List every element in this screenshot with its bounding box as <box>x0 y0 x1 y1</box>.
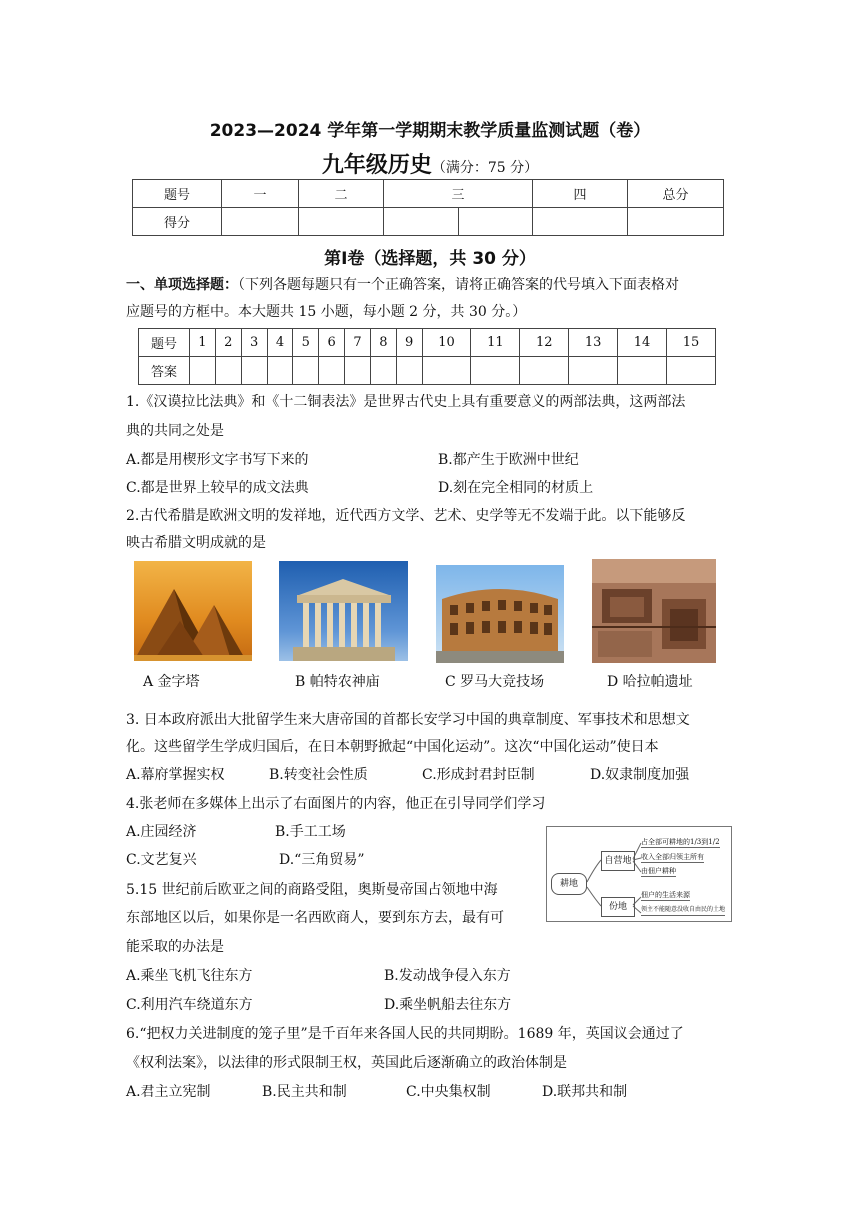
question-number: 9 <box>396 329 422 357</box>
question-number: 7 <box>345 329 371 357</box>
answer-cell[interactable] <box>520 357 569 385</box>
instruction-line-1 <box>126 275 679 295</box>
q1-option-c: C.都是世界上较早的成文法典 <box>126 480 309 496</box>
answer-row <box>139 357 716 385</box>
answer-cell[interactable] <box>422 357 471 385</box>
subject-line <box>0 148 860 179</box>
score-row-label: 得分 <box>133 208 222 236</box>
q2-stem-line-2: 映古希腊文明成就的是 <box>126 535 266 551</box>
q4-option-a: A.庄园经济 <box>126 824 197 840</box>
score-cell: 一 <box>222 180 299 208</box>
q5-stem-line-2: 东部地区以后，如果你是一名西欧商人，要到东方去，最有可 <box>126 910 504 926</box>
harappa-photo <box>592 559 716 663</box>
q1-stem-line-2: 典的共同之处是 <box>126 423 224 439</box>
question-number: 6 <box>319 329 345 357</box>
answer-cell[interactable] <box>569 357 618 385</box>
answer-label: 答案 <box>139 357 190 385</box>
answer-cell[interactable] <box>666 357 715 385</box>
score-input-cell[interactable] <box>533 208 628 236</box>
q2-caption-d: D 哈拉帕遗址 <box>607 674 693 690</box>
diagram-text: 占全部可耕地的1/3到1/2 <box>641 838 720 846</box>
q6-stem-line-2: 《权利法案》，以法律的形式限制王权，英国此后逐渐确立的政治体制是 <box>126 1055 567 1071</box>
q4-option-c: C.文艺复兴 <box>126 852 197 868</box>
question-number: 13 <box>569 329 618 357</box>
score-cell: 二 <box>299 180 384 208</box>
q6-option-b: B.民主共和制 <box>262 1084 347 1100</box>
answer-number-row <box>139 329 716 357</box>
question-number: 11 <box>471 329 520 357</box>
score-input-cell[interactable] <box>628 208 724 236</box>
answer-cell[interactable] <box>215 357 241 385</box>
q4-stem: 4.张老师在多媒体上出示了右面图片的内容，他正在引导同学们学习 <box>126 796 546 812</box>
score-input-cell[interactable] <box>299 208 384 236</box>
q1-option-d: D.刻在完全相同的材质上 <box>438 480 594 496</box>
q3-option-b: B.转变社会性质 <box>269 767 368 783</box>
pyramids-photo <box>134 561 252 661</box>
q1-option-b: B.都产生于欧洲中世纪 <box>438 452 579 468</box>
diagram-root: 耕地 <box>551 873 587 895</box>
question-number: 5 <box>293 329 319 357</box>
q5-stem-line-3: 能采取的办法是 <box>126 939 224 955</box>
q3-stem-line-2: 化。这些留学生学成归国后，在日本朝野掀起“中国化运动”。这次“中国化运动”使日本 <box>126 739 659 755</box>
q5-stem-line-1: 5.15 世纪前后欧亚之间的商路受阻，奥斯曼帝国占领地中海 <box>126 882 498 898</box>
q2-caption-c: C 罗马大竞技场 <box>445 674 545 690</box>
answer-cell[interactable] <box>370 357 396 385</box>
exam-title: 2023—2024 学年第一学期期末教学质量监测试题（卷） <box>209 121 651 141</box>
q6-option-d: D.联邦共和制 <box>542 1084 628 1100</box>
diagram-node-demesne: 自营地 <box>601 851 635 871</box>
score-table <box>132 179 724 236</box>
q1-stem-line-1: 1.《汉谟拉比法典》和《十二铜表法》是世界古代史上具有重要意义的两部法典，这两部法 <box>126 394 686 410</box>
answer-cell[interactable] <box>190 357 216 385</box>
q5-option-b: B.发动战争侵入东方 <box>384 968 511 984</box>
score-table-header-row <box>133 180 724 208</box>
answer-cell[interactable] <box>319 357 345 385</box>
q3-stem-line-1: 3. 日本政府派出大批留学生来大唐帝国的首都长安学习中国的典章制度、军事技术和思想文 <box>126 712 690 728</box>
q6-option-a: A.君主立宪制 <box>126 1084 211 1100</box>
pyramids-illustration <box>134 561 252 661</box>
score-cell: 四 <box>533 180 628 208</box>
q3-option-a: A.幕府掌握实权 <box>126 767 225 783</box>
answer-cell[interactable] <box>241 357 267 385</box>
colosseum-illustration <box>436 565 564 663</box>
score-cell: 三 <box>384 180 533 208</box>
answer-cell[interactable] <box>267 357 293 385</box>
diagram-node-tenancy: 份地 <box>601 897 635 917</box>
question-number: 3 <box>241 329 267 357</box>
q2-caption-b: B 帕特农神庙 <box>295 674 380 690</box>
q5-option-c: C.利用汽车绕道东方 <box>126 997 253 1013</box>
question-number: 4 <box>267 329 293 357</box>
q6-option-c: C.中央集权制 <box>406 1084 491 1100</box>
manor-diagram <box>546 826 732 922</box>
score-cell: 总分 <box>628 180 724 208</box>
score-input-cell[interactable] <box>222 208 299 236</box>
question-number: 12 <box>520 329 569 357</box>
score-table-row <box>133 208 724 236</box>
section-title: 第Ⅰ卷（选择题，共 30 分） <box>324 249 536 269</box>
diagram-text: 领主不能随意没收自由民的土地 <box>641 905 725 916</box>
colosseum-photo <box>436 565 564 663</box>
question-number: 2 <box>215 329 241 357</box>
q1-option-a: A.都是用楔形文字书写下来的 <box>126 452 309 468</box>
question-number: 1 <box>190 329 216 357</box>
parthenon-illustration <box>279 561 408 661</box>
answer-cell[interactable] <box>471 357 520 385</box>
q3-option-d: D.奴隶制度加强 <box>590 767 690 783</box>
answer-cell[interactable] <box>293 357 319 385</box>
q2-stem-line-1: 2.古代希腊是欧洲文明的发祥地，近代西方文学、艺术、史学等无不发端于此。以下能够反 <box>126 508 686 524</box>
q3-option-c: C.形成封君封臣制 <box>422 767 535 783</box>
q4-option-b: B.手工工场 <box>275 824 346 840</box>
instruction-text: （下列各题每题只有一个正确答案，请将正确答案的代号填入下面表格对 <box>238 277 679 293</box>
q5-option-d: D.乘坐帆船去往东方 <box>384 997 512 1013</box>
diagram-text: 收入全部归领主所有 <box>641 853 704 861</box>
answer-table <box>138 328 716 385</box>
subject-title: 九年级历史 <box>321 153 432 178</box>
harappa-illustration <box>592 559 716 663</box>
question-number: 8 <box>370 329 396 357</box>
diagram-text: 由佃户耕种 <box>641 867 676 875</box>
answer-cell[interactable] <box>345 357 371 385</box>
parthenon-photo <box>279 561 408 661</box>
diagram-text: 佃户的生活来源 <box>641 891 690 899</box>
score-input-cell[interactable] <box>384 208 533 236</box>
q6-stem-line-1: 6.“把权力关进制度的笼子里”是千百年来各国人民的共同期盼。1689 年，英国议会通过了 <box>126 1026 684 1042</box>
answer-label: 题号 <box>139 329 190 357</box>
q4-option-d: D.“三角贸易” <box>279 852 365 868</box>
q5-option-a: A.乘坐飞机飞往东方 <box>126 968 253 984</box>
question-number: 15 <box>666 329 715 357</box>
question-number: 14 <box>618 329 667 357</box>
answer-cell[interactable] <box>618 357 667 385</box>
score-note: （满分：75 分） <box>431 160 539 176</box>
instruction-line-2: 应题号的方框中。本大题共 15 小题，每小题 2 分，共 30 分。） <box>126 304 527 320</box>
score-cell: 题号 <box>133 180 222 208</box>
part-label: 一、单项选择题： <box>126 277 238 293</box>
q2-caption-a: A 金字塔 <box>143 674 200 690</box>
answer-cell[interactable] <box>396 357 422 385</box>
question-number: 10 <box>422 329 471 357</box>
